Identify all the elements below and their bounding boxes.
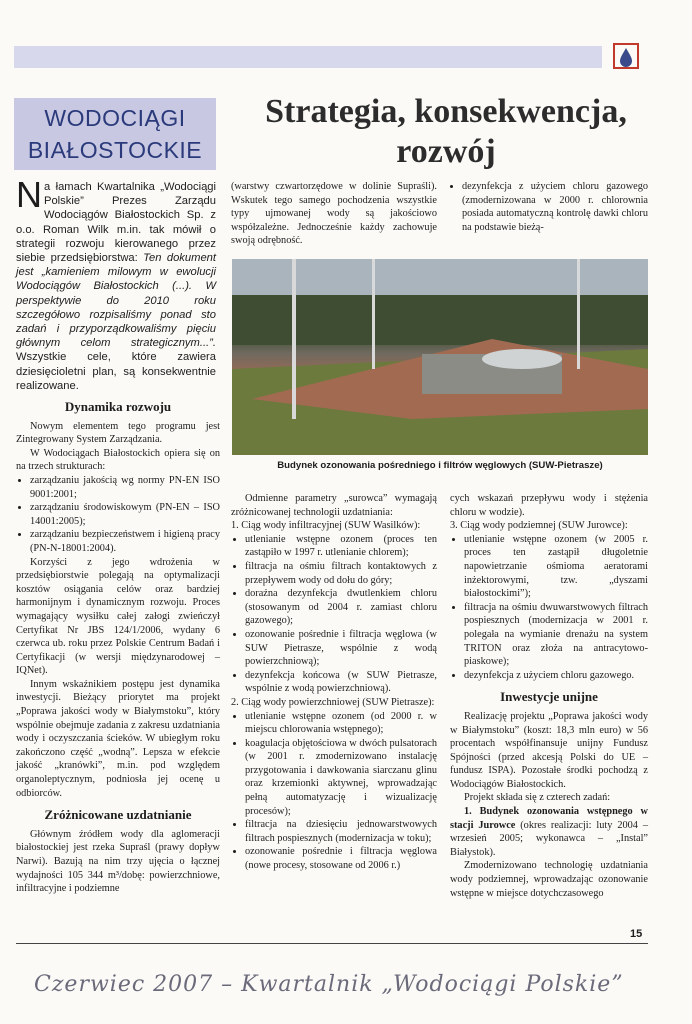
header-bar — [14, 46, 602, 68]
water-drop-logo-icon — [608, 38, 644, 74]
section-title: WODOCIĄGI BIAŁOSTOCKIE — [14, 98, 216, 170]
drop-cap: N — [16, 174, 42, 215]
photo-caption: Budynek ozonowania pośredniego i filtrów węglowych (SUW-Pietrasze) — [277, 460, 603, 471]
heading-uzdatnianie: Zróżnicowane uzdatnianie — [44, 807, 192, 823]
column-2-top: (warstwy czwartorzędowe w dolinie Supraśli). Wskutek tego samego pochodzenia wszystkie typy ujmowanej wody są jakościowo współzależne. Jednocześnie każdy zachowuje swoją odrębność. — [231, 181, 437, 247]
handwritten-note: Czerwiec 2007 – Kwartalnik „Wodociągi Polskie” — [34, 972, 624, 997]
list: • zarządzaniu jakością wg normy PN-EN ISO 9001:2001; • zarządzaniu środowiskowym (PN-EN – ISO 14001:2005); • zarządzaniu bezpieczeństwem i higieną pracy (PN-N-18001:2004). — [16, 474, 220, 556]
photo-illustration — [232, 259, 648, 455]
photo-ozonation-building — [232, 259, 648, 455]
column-3-top: • dezynfekcja z użyciem chloru gazowego (zmodernizowana w 2000 r. chlorownia posiada automatyczną kontrolę dawki chloru na podstawie bieżą- — [450, 180, 648, 234]
column-2: Odmienne parametry „surowca” wymagają zróżnicowanej technologii uzdatniania: 1. Ciąg wody infiltracyjnej (SUW Wasilków): • utlenianie wstępne ozonem (proces ten zastąpiło w 1997 r. utlenianie chlorem); • filtracja na ośmiu filtrach kontaktowych z przepływem wody od dołu do góry; • doraźna dezynfekcja dwutlenkiem chloru (stosowanym od 2004 r. zamiast chloru gazowego); • ozonowanie pośrednie i filtracja węglowa (w SUW Pietrasze, wspólnie z wodą powierzchniową); • dezynfekcja końcowa (w SUW Pietrasze, wspólnie z wodą powierzchniową). 2. Ciąg wody powierzchniowej (SUW Pietrasze): • utlenianie wstępne ozonem (od 2000 r. w miejscu chlorowania wstępnego); • koagulacja objętościowa w dwóch pulsatorach (w 2001 r. zmodernizowano instalację przygotowania i dawkowania siarczanu glinu oraz krzemionki aktywnej, wprowadzając pełną automatyzację i wizualizację procesów); • filtracja na dziesięciu jednowarstwowych filtrach pospiesznych (modernizacja w toku); • ozonowanie pośrednie i filtracja węglowa (nowe procesy, stosowane od 2006 r.) — [231, 492, 437, 873]
lead-paragraph: Na łamach Kwartalnika „Wodociągi Polskie” Prezes Zarządu Wodociągów Białostockich Sp. z o.o. Roman Wilk m.in. tak mówił o strategii rozwoju kierowanego przez siebie przedsiębiorstwa: Ten dokument jest „kamieniem milowym w ewolucji Wodociągów Białostockich (...). W perspektywie do 2010 roku szczegółowo rozpisaliśmy ponad sto zadań i przyporządkowaliśmy pięciu głównym celom strategicznym...”. Wszystkie cele, które zawiera dziesięcioletni plan, są konsekwentnie realizowane. — [16, 174, 216, 392]
column-3: cych wskazań przepływu wody i stężenia chloru w wodzie). 3. Ciąg wody podziemnej (SUW Jurowce): • utlenianie wstępne ozonem (w 2005 r. proces ten zastąpił długoletnie napowietrzanie ośmioma aeratorami inżektorowymi, tzw. „dyszami białostockimi”); • filtracja na ośmiu dwuwarstwowych filtrach pospiesznych (modernizacja w 2001 r. polegała na wymianie drenażu na system TRITON oraz złoża na antracytowo-piaskowe); • dezynfekcja z użyciem chloru gazowego. Inwestycje unijne Realizację projektu „Poprawa jakości wody w Białymstoku” (koszt: 18,3 mln euro) w 56 procentach współfinansuje unijny Fundusz Spójności (przed akcesją Polski do UE – fundusz ISPA). Pozostałe środki pochodzą z Wodociągów Białostockich. Projekt składa się z czterech zadań: 1. Budynek ozonowania wstępnego w stacji Jurowce (okres realizacji: luty 2004 – wrzesień 2005; wykonawca – „Instal” Białystok). Zmodernizowano technologię uzdatniania wody podziemnej, wprowadzając ozonowanie wstępne w miejsce dotychczasowego — [450, 492, 648, 900]
footer-rule — [16, 943, 648, 944]
article-title: Strategia, konsekwencja, rozwój — [265, 93, 627, 170]
heading-dynamika: Dynamika rozwoju — [64, 399, 172, 414]
column-1: Dynamika rozwoju Nowym elementem tego programu jest Zintegrowany System Zarządzania. W Wodociągach Białostockich opiera się on na trzech strukturach: • zarządzaniu jakością wg normy PN-EN ISO 9001:2001; • zarządzaniu środowiskowym (PN-EN – ISO 14001:2005); • zarządzaniu bezpieczeństwem i higieną pracy (PN-N-18001:2004). Korzyści z jego wdrożenia w przedsiębiorstwie polegają na optymalizacji kosztów osiągania celów oraz bardziej harmonijnym i dynamicznym rozwoju. Proces wymagający wysiłku całej załogi zwieńczył Certyfikat Nr JBS 124/1/2006, wydany 6 czerwca ub. roku przez Polskie Centrum Badań i Certyfikacji (w wersji międzynarodowej – IQNet). Innym wskaźnikiem postępu jest dynamika inwestycji. Bieżący priorytet ma projekt „Poprawa jakości wody w Białymstoku”, który wspólnie obejmuje zadania z zakresu uzdatniania wody i oczyszczania ścieków. W ubiegłym roku zakończono część „wodną”. Lepsza w efekcie jakość „kranówki”, m.in. pod względem organoleptycznym, podniosła jej ocenę u odbiorców. Zróżnicowane uzdatnianie Głównym źródłem wody dla aglomeracji białostockiej jest rzeka Supraśl (prawy dopływ Narwi). Bazują na nim trzy ujęcia o łącznej wydajności 105 344 m³/dobę: powierzchniowe, infiltracyjne i podziemne — [16, 392, 220, 896]
heading-inwestycje: Inwestycje unijne — [500, 689, 598, 705]
page-number: 15 — [630, 928, 643, 940]
